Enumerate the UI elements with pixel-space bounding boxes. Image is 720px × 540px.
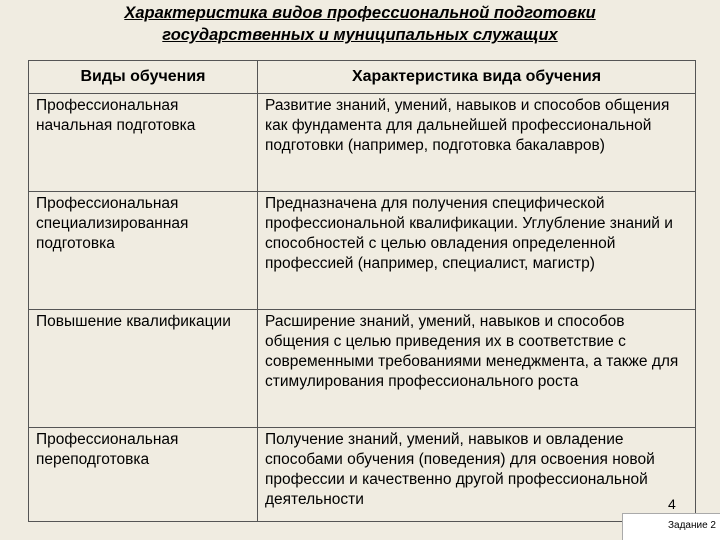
table-header-row — [29, 61, 696, 94]
task-link[interactable]: Задание 2 — [622, 513, 720, 540]
table-row — [29, 94, 696, 192]
table-row — [29, 192, 696, 310]
row-description-cell: Получение знаний, умений, навыков и овладение способами обучения (поведения) для освоения новой профессии и качественно другой профессиональной деятельности — [258, 428, 696, 522]
row-type-cell: Повышение квалификации — [29, 310, 258, 428]
header-training-types: Виды обучения — [29, 61, 258, 94]
header-training-characteristic: Характеристика вида обучения — [258, 61, 696, 94]
row-type-cell: Профессиональная переподготовка — [29, 428, 258, 522]
row-type-cell: Профессиональная начальная подготовка — [29, 94, 258, 192]
training-types-table — [28, 60, 696, 522]
table-row — [29, 310, 696, 428]
page-title — [0, 2, 720, 46]
row-description-cell: Предназначена для получения специфической профессиональной квалификации. Углубление знаний и способностей с целью овладения определенной профессией (например, специалист, магистр) — [258, 192, 696, 310]
row-type-cell: Профессиональная специализированная подготовка — [29, 192, 258, 310]
row-description-cell: Расширение знаний, умений, навыков и способов общения с целью приведения их в соответствие с современными требованиями менеджмента, а также для стимулирования профессионального роста — [258, 310, 696, 428]
table-row — [29, 428, 696, 522]
title-line-2: государственных и муниципальных служащих — [162, 26, 558, 44]
row-description-cell: Развитие знаний, умений, навыков и способов общения как фундамента для дальнейшей профессиональной подготовки (например, подготовка бакалавров) — [258, 94, 696, 192]
page-number: 4 — [668, 496, 676, 512]
title-line-1: Характеристика видов профессиональной подготовки — [124, 4, 596, 22]
